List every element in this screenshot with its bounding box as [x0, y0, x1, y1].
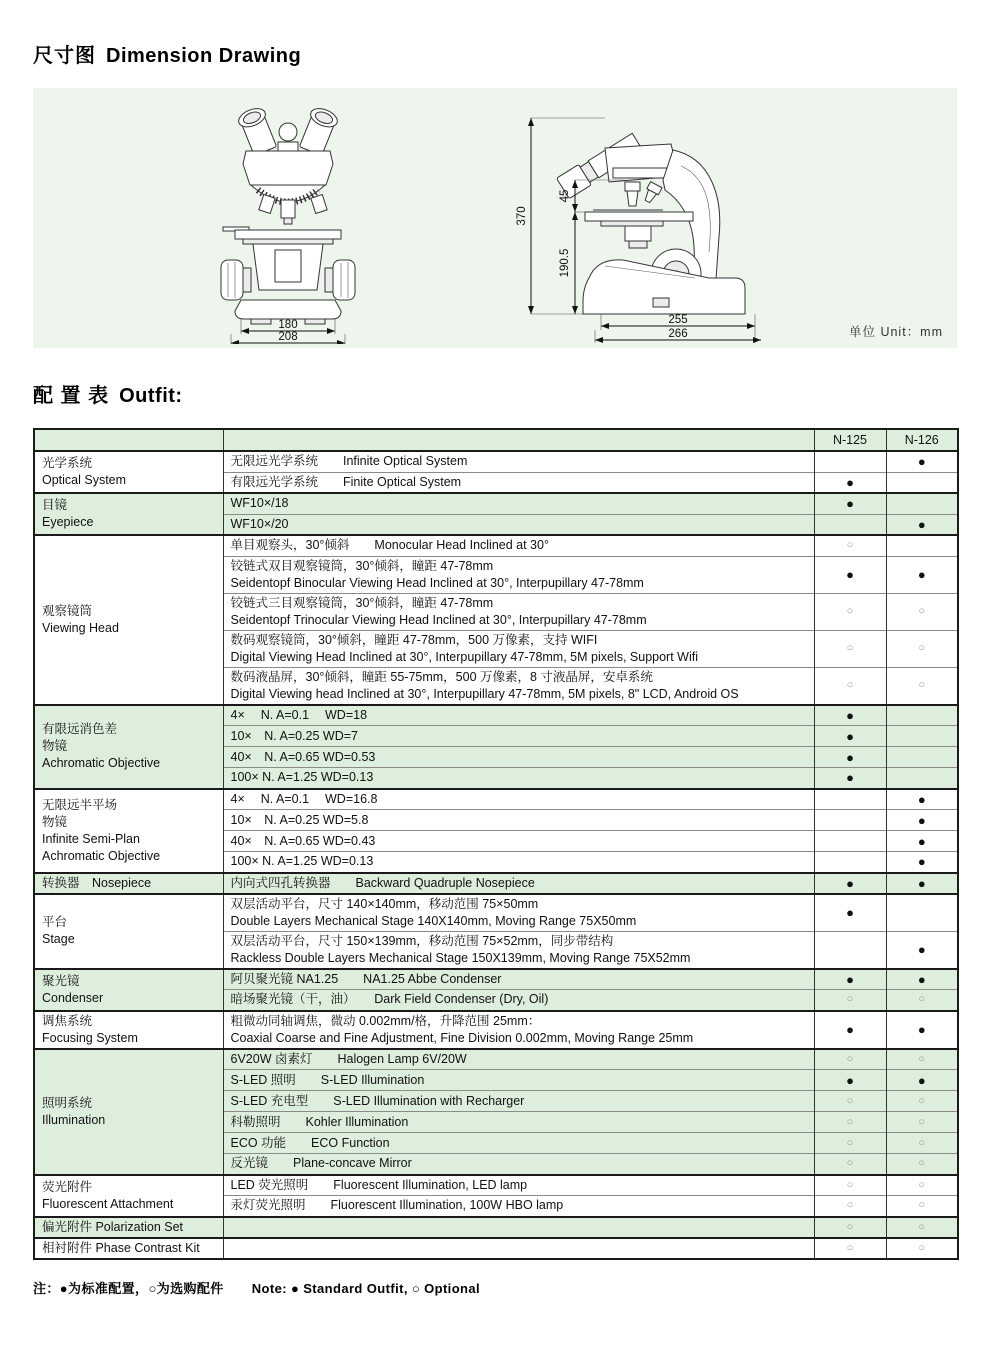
category-cell: 相衬附件 Phase Contrast Kit — [34, 1238, 223, 1259]
n126-cell: ● — [886, 831, 958, 852]
n126-cell — [886, 535, 958, 556]
n126-cell: ○ — [886, 1154, 958, 1175]
n126-cell: ○ — [886, 1112, 958, 1133]
dimension-drawing-title-cn: 尺寸图 — [33, 45, 96, 67]
category-cell: 光学系统 Optical System — [34, 451, 223, 493]
side-microscope — [557, 132, 745, 314]
n126-cell: ● — [886, 514, 958, 535]
category-cell: 目镜 Eyepiece — [34, 493, 223, 535]
legend-note-en: Note: ● Standard Outfit, ○ Optional — [251, 1280, 481, 1296]
n126-cell: ● — [886, 852, 958, 873]
spec-cell: 铰链式双目观察镜筒，30°倾斜，瞳距 47-78mm Seidentopf Binocular Viewing Head Inclined at 30°, Interpupillary 47-78mm — [223, 556, 814, 593]
n125-cell: ● — [814, 894, 886, 932]
n126-cell: ○ — [886, 1238, 958, 1259]
front-view-drawing — [183, 92, 403, 344]
spec-cell: 反光镜 Plane-concave Mirror — [223, 1154, 814, 1175]
n125-cell: ○ — [814, 630, 886, 667]
n125-cell: ● — [814, 472, 886, 493]
n125-cell: ○ — [814, 535, 886, 556]
legend-note-cn: 注：●为标准配置，○为选购配件 — [33, 1280, 224, 1296]
side-dimension-266 — [595, 328, 761, 343]
spec-cell: 双层活动平台，尺寸 140×140mm，移动范围 75×50mm Double Layers Mechanical Stage 140X140mm, Moving Range 75X50mm — [223, 894, 814, 932]
n126-cell: ● — [886, 969, 958, 990]
n126-cell: ● — [886, 556, 958, 593]
outfit-title-cn: 配 置 表 — [33, 385, 110, 407]
table-header-row — [34, 429, 958, 451]
spec-cell — [223, 1238, 814, 1259]
spec-cell: S-LED 充电型 S-LED Illumination with Recharger — [223, 1091, 814, 1112]
n125-cell: ○ — [814, 1133, 886, 1154]
n125-cell — [814, 514, 886, 535]
n125-cell — [814, 831, 886, 852]
dimension-label: 45 — [559, 189, 571, 203]
spec-cell: 单目观察头，30°倾斜 Monocular Head Inclined at 30° — [223, 535, 814, 556]
category-cell: 调焦系统 Focusing System — [34, 1011, 223, 1049]
spec-cell: 6V20W 卤素灯 Halogen Lamp 6V/20W — [223, 1049, 814, 1070]
n125-cell: ○ — [814, 667, 886, 705]
spec-cell: 40× N. A=0.65 WD=0.53 — [223, 747, 814, 768]
category-cell: 聚光镜 Condenser — [34, 969, 223, 1011]
spec-cell: 10× N. A=0.25 WD=5.8 — [223, 810, 814, 831]
n125-cell: ○ — [814, 1112, 886, 1133]
n125-cell: ● — [814, 726, 886, 747]
n125-cell: ● — [814, 768, 886, 789]
dimension-label: 370 — [516, 206, 528, 226]
n126-cell — [886, 747, 958, 768]
n126-cell — [886, 472, 958, 493]
table-row — [34, 1011, 958, 1049]
n125-cell: ● — [814, 747, 886, 768]
dimension-label: 190.5 — [559, 248, 571, 278]
spec-cell: 暗场聚光镜（干，油） Dark Field Condenser (Dry, Oil) — [223, 990, 814, 1011]
spec-cell: 100× N. A=1.25 WD=0.13 — [223, 852, 814, 873]
header-model-cell: N-125 — [814, 429, 886, 451]
n126-cell: ○ — [886, 630, 958, 667]
spec-cell: 粗微动同轴调焦，微动 0.002mm/格，升降范围 25mm： Coaxial Coarse and Fine Adjustment, Fine Division 0.002mm, Moving Range 25mm — [223, 1011, 814, 1049]
n126-cell — [886, 726, 958, 747]
spec-cell: WF10×/18 — [223, 493, 814, 514]
table-row — [34, 493, 958, 514]
front-dimension-208 — [231, 331, 345, 344]
n125-cell: ● — [814, 873, 886, 894]
header-model-cell: N-126 — [886, 429, 958, 451]
spec-cell: S-LED 照明 S-LED Illumination — [223, 1070, 814, 1091]
table-row — [34, 535, 958, 556]
spec-cell: 10× N. A=0.25 WD=7 — [223, 726, 814, 747]
outfit-title-en: Outfit: — [119, 385, 183, 407]
dimension-label: 266 — [668, 328, 688, 340]
n126-cell: ○ — [886, 667, 958, 705]
n125-cell — [814, 451, 886, 472]
outfit-title — [33, 384, 957, 408]
header-spec-cell — [223, 429, 814, 451]
n125-cell: ● — [814, 1070, 886, 1091]
n125-cell: ● — [814, 1011, 886, 1049]
table-row — [34, 451, 958, 472]
n126-cell: ○ — [886, 1049, 958, 1070]
table-row — [34, 789, 958, 810]
spec-cell: 科勒照明 Kohler Illumination — [223, 1112, 814, 1133]
spec-cell: 无限远光学系统 Infinite Optical System — [223, 451, 814, 472]
category-cell: 观察镜筒 Viewing Head — [34, 535, 223, 705]
n125-cell: ○ — [814, 1217, 886, 1238]
category-cell: 照明系统 Illumination — [34, 1049, 223, 1175]
table-row — [34, 705, 958, 726]
dimension-label: 255 — [668, 314, 688, 326]
dimension-label: 208 — [278, 331, 298, 343]
category-cell: 平台 Stage — [34, 894, 223, 969]
n125-cell: ○ — [814, 1049, 886, 1070]
header-category-cell — [34, 429, 223, 451]
side-dimension-190-5 — [559, 212, 575, 314]
table-row — [34, 1049, 958, 1070]
spec-cell: 数码观察镜筒，30°倾斜，瞳距 47-78mm，500 万像素，支持 WIFI Digital Viewing Head Inclined at 30°, Interpupillary 47-78mm, 5M pixels, Support Wifi — [223, 630, 814, 667]
n125-cell: ● — [814, 556, 886, 593]
spec-cell: LED 荧光照明 Fluorescent Illumination, LED lamp — [223, 1175, 814, 1196]
table-row — [34, 1217, 958, 1238]
spec-cell: WF10×/20 — [223, 514, 814, 535]
n126-cell: ● — [886, 1070, 958, 1091]
spec-cell: 数码液晶屏，30°倾斜，瞳距 55-75mm，500 万像素，8 寸液晶屏，安卓系统 Digital Viewing head Inclined at 30°, Interpupillary 47-78mm, 5M pixels, 8" LCD, Android OS — [223, 667, 814, 705]
legend-note — [33, 1278, 957, 1297]
outfit-table-body — [34, 429, 958, 1259]
table-row — [34, 1238, 958, 1259]
n126-cell: ● — [886, 873, 958, 894]
n126-cell — [886, 894, 958, 932]
outfit-table — [33, 428, 959, 1260]
n125-cell — [814, 810, 886, 831]
spec-cell: 阿贝聚光镜 NA1.25 NA1.25 Abbe Condenser — [223, 969, 814, 990]
n126-cell: ○ — [886, 1133, 958, 1154]
dimension-drawing-title-en: Dimension Drawing — [106, 45, 302, 67]
unit-label: 单位 Unit：mm — [848, 325, 943, 339]
n125-cell — [814, 931, 886, 969]
n126-cell — [886, 705, 958, 726]
spec-cell: 有限远光学系统 Finite Optical System — [223, 472, 814, 493]
n125-cell: ○ — [814, 1238, 886, 1259]
category-cell: 有限远消色差 物镜 Achromatic Objective — [34, 705, 223, 789]
spec-cell — [223, 1217, 814, 1238]
n125-cell: ○ — [814, 1196, 886, 1217]
n126-cell — [886, 493, 958, 514]
dimension-drawing-panel — [33, 88, 957, 348]
n126-cell: ● — [886, 931, 958, 969]
spec-cell: 100× N. A=1.25 WD=0.13 — [223, 768, 814, 789]
spec-cell: 双层活动平台，尺寸 150×139mm，移动范围 75×52mm，同步带结构 Rackless Double Layers Mechanical Stage 150X139mm, Moving Range 75X52mm — [223, 931, 814, 969]
n125-cell: ○ — [814, 1175, 886, 1196]
n126-cell: ● — [886, 451, 958, 472]
category-cell: 偏光附件 Polarization Set — [34, 1217, 223, 1238]
table-row — [34, 894, 958, 932]
n125-cell — [814, 852, 886, 873]
n126-cell: ○ — [886, 1196, 958, 1217]
dimension-label: 180 — [278, 319, 298, 331]
n125-cell: ● — [814, 493, 886, 514]
category-cell: 荧光附件 Fluorescent Attachment — [34, 1175, 223, 1217]
spec-cell: ECO 功能 ECO Function — [223, 1133, 814, 1154]
n126-cell: ○ — [886, 1175, 958, 1196]
n126-cell — [886, 768, 958, 789]
category-cell: 转换器 Nosepiece — [34, 873, 223, 894]
n125-cell: ○ — [814, 1091, 886, 1112]
spec-cell: 内向式四孔转换器 Backward Quadruple Nosepiece — [223, 873, 814, 894]
spec-cell: 4× N. A=0.1 WD=18 — [223, 705, 814, 726]
dimension-drawing-title — [33, 44, 957, 68]
n126-cell: ● — [886, 789, 958, 810]
table-row — [34, 969, 958, 990]
n125-cell: ● — [814, 969, 886, 990]
n125-cell: ● — [814, 705, 886, 726]
n125-cell: ○ — [814, 593, 886, 630]
spec-cell: 铰链式三目观察镜筒，30°倾斜，瞳距 47-78mm Seidentopf Trinocular Viewing Head Inclined at 30°, Interpupillary 47-78mm — [223, 593, 814, 630]
spec-cell: 4× N. A=0.1 WD=16.8 — [223, 789, 814, 810]
n125-cell: ○ — [814, 1154, 886, 1175]
spec-cell: 40× N. A=0.65 WD=0.43 — [223, 831, 814, 852]
table-row — [34, 1175, 958, 1196]
n126-cell: ○ — [886, 990, 958, 1011]
n126-cell: ○ — [886, 1217, 958, 1238]
n125-cell: ○ — [814, 990, 886, 1011]
category-cell: 无限远半平场 物镜 Infinite Semi-Plan Achromatic Objective — [34, 789, 223, 873]
front-microscope — [221, 105, 355, 324]
spec-cell: 汞灯荧光照明 Fluorescent Illumination, 100W HBO lamp — [223, 1196, 814, 1217]
table-row — [34, 873, 958, 894]
n126-cell: ● — [886, 1011, 958, 1049]
n126-cell: ● — [886, 810, 958, 831]
n126-cell: ○ — [886, 593, 958, 630]
side-view-drawing — [513, 92, 803, 344]
n125-cell — [814, 789, 886, 810]
n126-cell: ○ — [886, 1091, 958, 1112]
